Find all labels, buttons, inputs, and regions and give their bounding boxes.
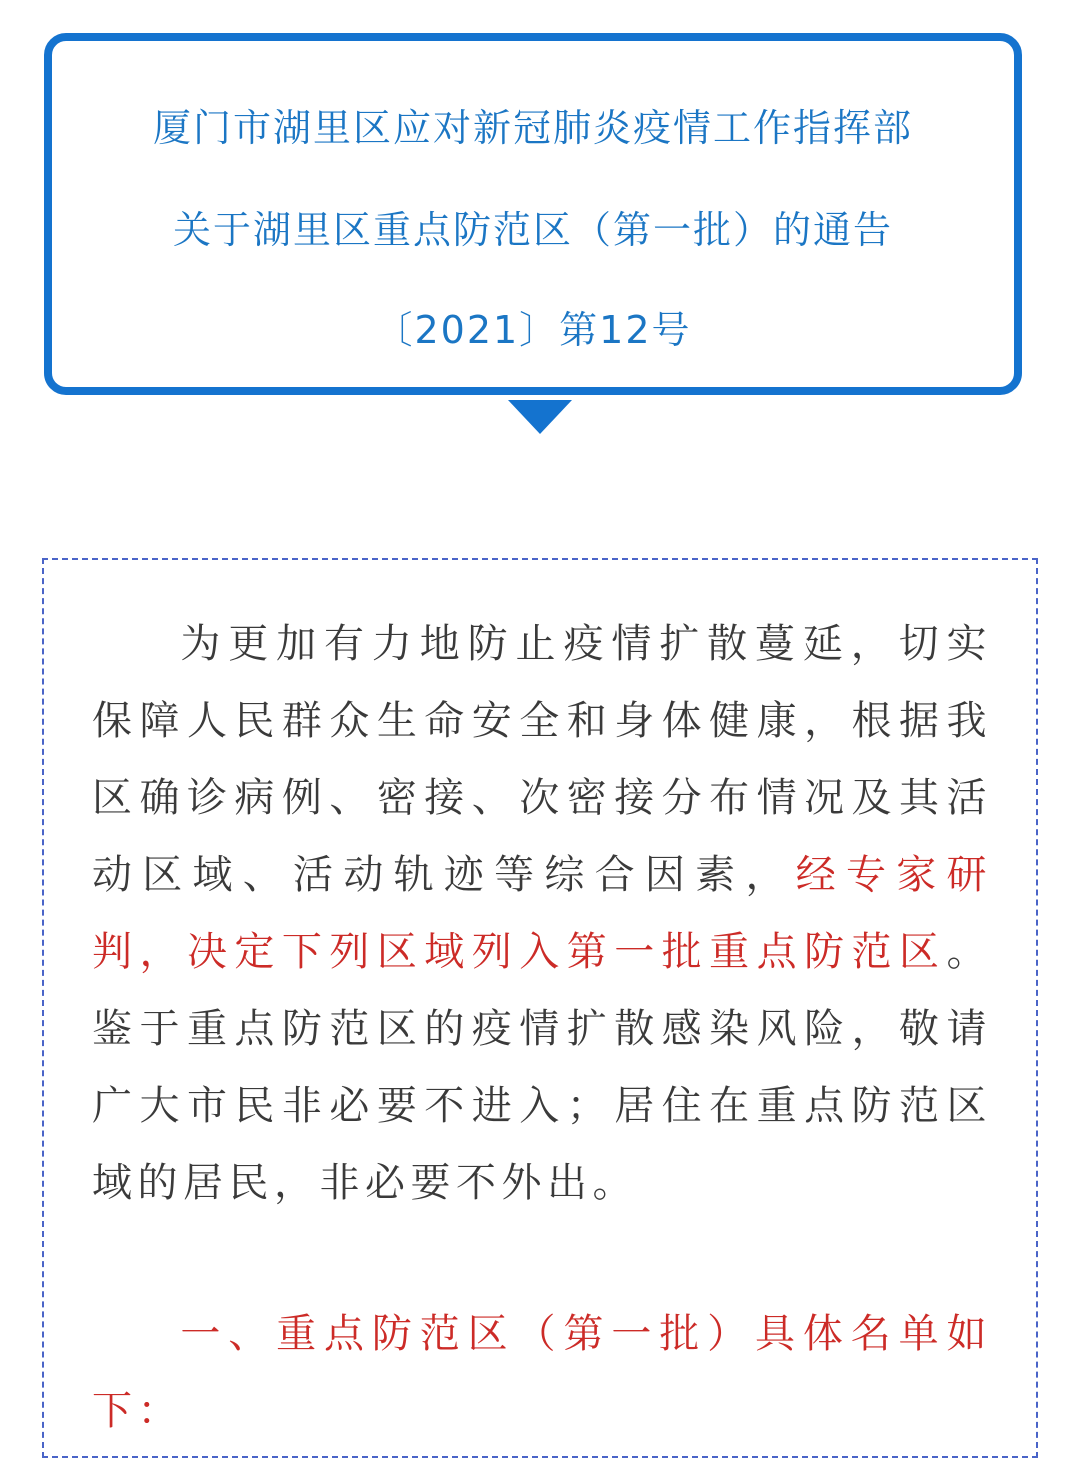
section-heading: [92, 1296, 992, 1450]
document-number: 〔2021〕第12号: [374, 308, 692, 352]
notice-title-box: [44, 33, 1022, 395]
notice-body-box: [42, 558, 1038, 1458]
intro-text-continued: 。鉴于重点防范区的疫情扩散感染风险，敬请广大市民非必要不进入；居住在重点防范区域的居民，非必要不外出。: [92, 929, 992, 1206]
section-heading-text: 一、重点防范区（第一批）具体名单如下：: [92, 1311, 992, 1434]
intro-text: 为更加有力地防止疫情扩散蔓延，切实保障人民群众生命安全和身体健康，根据我区确诊病例、密接、次密接分布情况及其活动区域、活动轨迹等综合因素，: [92, 621, 992, 898]
notice-title: 关于湖里区重点防范区（第一批）的通告: [172, 208, 893, 252]
intro-highlight: 经专家研判，决定下列区域列入第一批重点防范区: [92, 852, 993, 975]
intro-paragraph: [92, 606, 992, 1222]
issuer-title: 厦门市湖里区应对新冠肺炎疫情工作指挥部: [152, 106, 913, 150]
pointer-triangle-icon: [508, 400, 572, 434]
